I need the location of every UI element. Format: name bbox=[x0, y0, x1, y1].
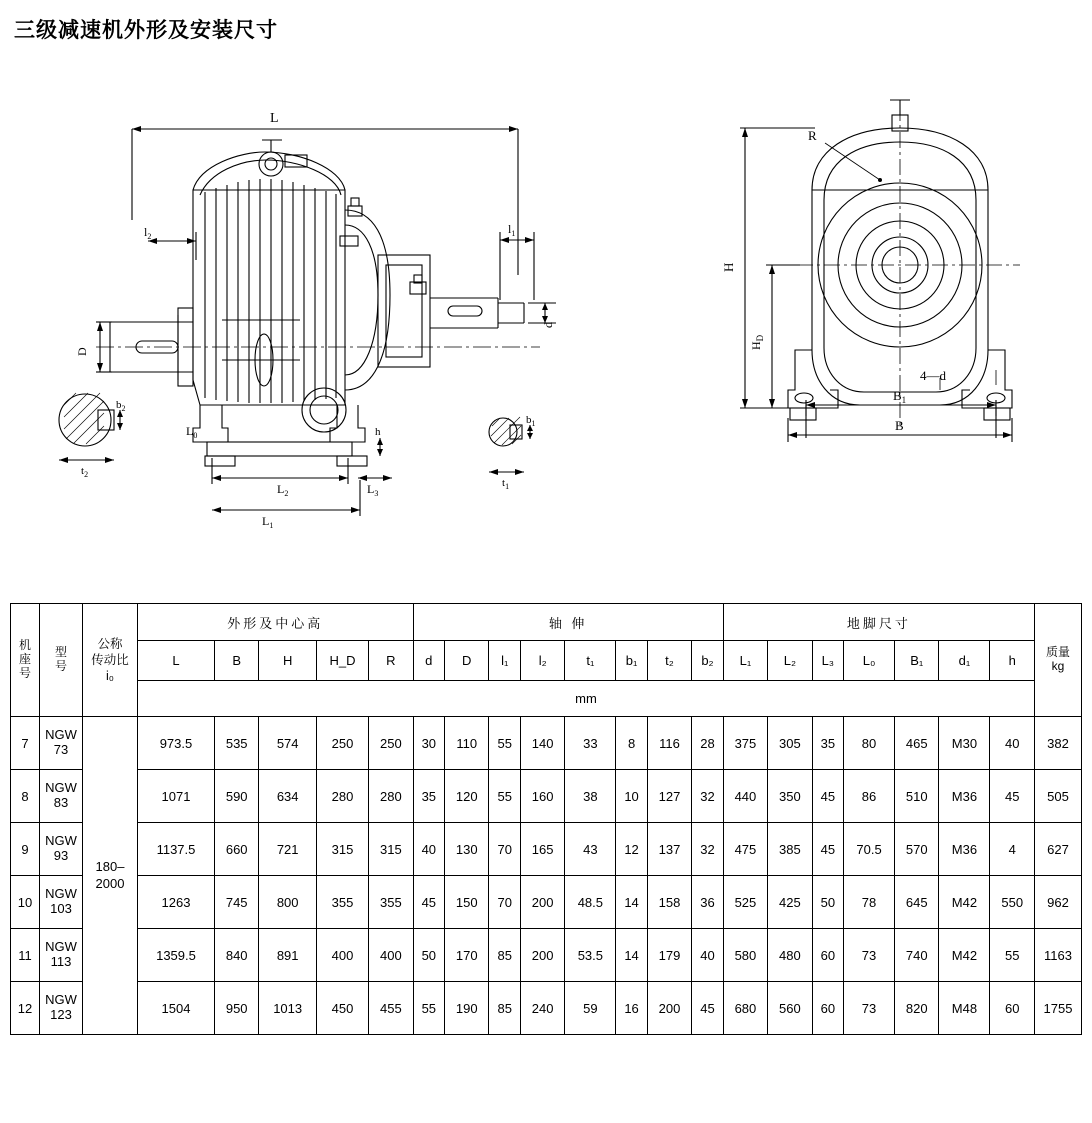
cell-l2: 240 bbox=[520, 982, 564, 1035]
svg-text:H: H bbox=[721, 262, 736, 272]
svg-text:B1: $B_1$ bbox=[893, 388, 907, 405]
cell-L0: 80 bbox=[844, 717, 895, 770]
cell-L0: 78 bbox=[844, 876, 895, 929]
cell-t1: 33 bbox=[565, 717, 616, 770]
cell-h: 55 bbox=[990, 929, 1035, 982]
cell-L2: 350 bbox=[768, 770, 812, 823]
sym-H: H bbox=[259, 641, 316, 681]
cell-d1: M36 bbox=[939, 770, 990, 823]
cell-HD: 315 bbox=[316, 823, 368, 876]
cell-d1: M42 bbox=[939, 929, 990, 982]
table-unit-row bbox=[11, 681, 1082, 717]
cell-seat: 9 bbox=[11, 823, 40, 876]
cell-b2: 32 bbox=[692, 823, 723, 876]
page-title: 三级减速机外形及安装尺寸 bbox=[14, 19, 278, 42]
svg-text:l1: $l_1$ bbox=[508, 222, 516, 238]
cell-D: 170 bbox=[445, 929, 489, 982]
cell-D: 150 bbox=[445, 876, 489, 929]
cell-l2: 160 bbox=[520, 770, 564, 823]
table-row bbox=[11, 876, 1082, 929]
cell-B1: 510 bbox=[895, 770, 939, 823]
cell-l2: 200 bbox=[520, 929, 564, 982]
spec-table bbox=[10, 603, 1082, 1035]
cell-t1: 53.5 bbox=[565, 929, 616, 982]
sym-t1: t₁ bbox=[565, 641, 616, 681]
cell-L: 1137.5 bbox=[138, 823, 215, 876]
header-ratio: 公称 传动比 i₀ bbox=[83, 604, 138, 717]
cell-L1: 680 bbox=[723, 982, 767, 1035]
cell-ratio: 180–2000 bbox=[83, 717, 138, 1035]
svg-text:L1: $L_1$ bbox=[262, 514, 274, 530]
cell-L0: 73 bbox=[844, 929, 895, 982]
sym-L0: L₀ bbox=[844, 641, 895, 681]
cell-mass: 627 bbox=[1035, 823, 1082, 876]
svg-text:L3: $L_3$ bbox=[367, 482, 379, 498]
table-row bbox=[11, 717, 1082, 770]
cell-H: 800 bbox=[259, 876, 316, 929]
cell-b1: 16 bbox=[616, 982, 647, 1035]
cell-seat: 8 bbox=[11, 770, 40, 823]
sym-L3: L₃ bbox=[812, 641, 843, 681]
cell-mass: 505 bbox=[1035, 770, 1082, 823]
svg-text:l2: $l_2$ bbox=[144, 225, 152, 241]
sym-L: L bbox=[138, 641, 215, 681]
cell-B: 840 bbox=[214, 929, 258, 982]
cell-HD: 355 bbox=[316, 876, 368, 929]
cell-seat: 12 bbox=[11, 982, 40, 1035]
cell-HD: 450 bbox=[316, 982, 368, 1035]
cell-l1: 70 bbox=[489, 823, 520, 876]
cell-B1: 645 bbox=[895, 876, 939, 929]
cell-D: 190 bbox=[445, 982, 489, 1035]
cell-t1: 43 bbox=[565, 823, 616, 876]
table-row bbox=[11, 770, 1082, 823]
cell-B: 535 bbox=[214, 717, 258, 770]
cell-L3: 45 bbox=[812, 770, 843, 823]
svg-text:B: B bbox=[895, 418, 904, 433]
cell-d: 40 bbox=[413, 823, 444, 876]
cell-b2: 40 bbox=[692, 929, 723, 982]
cell-h: 45 bbox=[990, 770, 1035, 823]
svg-text:L: L bbox=[270, 111, 279, 126]
svg-text:L0: $L_0$ bbox=[186, 424, 198, 440]
cell-L3: 60 bbox=[812, 929, 843, 982]
cell-l2: 165 bbox=[520, 823, 564, 876]
cell-R: 250 bbox=[369, 717, 413, 770]
cell-R: 355 bbox=[369, 876, 413, 929]
cell-d: 45 bbox=[413, 876, 444, 929]
cell-t2: 127 bbox=[647, 770, 691, 823]
cell-d1: M48 bbox=[939, 982, 990, 1035]
header-group-foot: 地脚尺寸 bbox=[723, 604, 1034, 641]
cell-L: 1071 bbox=[138, 770, 215, 823]
sym-B1: B₁ bbox=[895, 641, 939, 681]
spec-table-container bbox=[10, 603, 1082, 1035]
cell-d1: M42 bbox=[939, 876, 990, 929]
cell-d1: M30 bbox=[939, 717, 990, 770]
header-seat-no: 机 座 号 bbox=[11, 604, 40, 717]
table-row bbox=[11, 929, 1082, 982]
cell-mass: 1163 bbox=[1035, 929, 1082, 982]
cell-t1: 59 bbox=[565, 982, 616, 1035]
cell-l2: 200 bbox=[520, 876, 564, 929]
cell-mass: 382 bbox=[1035, 717, 1082, 770]
cell-b1: 10 bbox=[616, 770, 647, 823]
cell-R: 280 bbox=[369, 770, 413, 823]
cell-B: 660 bbox=[214, 823, 258, 876]
cell-L2: 480 bbox=[768, 929, 812, 982]
cell-L3: 50 bbox=[812, 876, 843, 929]
cell-B: 590 bbox=[214, 770, 258, 823]
cell-b1: 14 bbox=[616, 876, 647, 929]
cell-model: NGW 83 bbox=[40, 770, 83, 823]
cell-h: 4 bbox=[990, 823, 1035, 876]
cell-b1: 8 bbox=[616, 717, 647, 770]
cell-b2: 28 bbox=[692, 717, 723, 770]
cell-l1: 55 bbox=[489, 770, 520, 823]
cell-h: 60 bbox=[990, 982, 1035, 1035]
cell-h: 550 bbox=[990, 876, 1035, 929]
cell-H: 574 bbox=[259, 717, 316, 770]
sym-t2: t₂ bbox=[647, 641, 691, 681]
cell-R: 315 bbox=[369, 823, 413, 876]
cell-d1: M36 bbox=[939, 823, 990, 876]
svg-text:t2: $t_2$ bbox=[81, 465, 89, 479]
cell-L: 1359.5 bbox=[138, 929, 215, 982]
cell-L3: 35 bbox=[812, 717, 843, 770]
cell-b2: 45 bbox=[692, 982, 723, 1035]
cell-D: 130 bbox=[445, 823, 489, 876]
cell-b1: 14 bbox=[616, 929, 647, 982]
sym-B: B bbox=[214, 641, 258, 681]
svg-text:HD: $H_D$ bbox=[749, 334, 765, 350]
unit-cell: mm bbox=[138, 681, 1035, 717]
sym-HD: H_D bbox=[316, 641, 368, 681]
cell-L1: 525 bbox=[723, 876, 767, 929]
cell-L: 973.5 bbox=[138, 717, 215, 770]
sym-b1: b₁ bbox=[616, 641, 647, 681]
table-symbol-row bbox=[11, 641, 1082, 681]
cell-d: 55 bbox=[413, 982, 444, 1035]
cell-B1: 570 bbox=[895, 823, 939, 876]
svg-text:4—d: 4—d bbox=[920, 368, 946, 383]
cell-mass: 962 bbox=[1035, 876, 1082, 929]
cell-d: 35 bbox=[413, 770, 444, 823]
cell-L3: 60 bbox=[812, 982, 843, 1035]
svg-text:t1: $t_1$ bbox=[502, 477, 510, 491]
sym-L1: L₁ bbox=[723, 641, 767, 681]
cell-model: NGW 93 bbox=[40, 823, 83, 876]
cell-B1: 465 bbox=[895, 717, 939, 770]
cell-D: 120 bbox=[445, 770, 489, 823]
cell-HD: 280 bbox=[316, 770, 368, 823]
cell-mass: 1755 bbox=[1035, 982, 1082, 1035]
cell-H: 891 bbox=[259, 929, 316, 982]
cell-H: 634 bbox=[259, 770, 316, 823]
cell-D: 110 bbox=[445, 717, 489, 770]
cell-seat: 10 bbox=[11, 876, 40, 929]
cell-t1: 38 bbox=[565, 770, 616, 823]
cell-L1: 440 bbox=[723, 770, 767, 823]
table-row bbox=[11, 982, 1082, 1035]
cell-B1: 740 bbox=[895, 929, 939, 982]
sym-D: D bbox=[445, 641, 489, 681]
cell-t2: 116 bbox=[647, 717, 691, 770]
cell-l2: 140 bbox=[520, 717, 564, 770]
svg-text:b1: $b_1$ bbox=[526, 414, 536, 428]
cell-seat: 7 bbox=[11, 717, 40, 770]
header-model: 型 号 bbox=[40, 604, 83, 717]
sym-l2: l₂ bbox=[520, 641, 564, 681]
sym-h: h bbox=[990, 641, 1035, 681]
cell-b2: 32 bbox=[692, 770, 723, 823]
cell-L2: 560 bbox=[768, 982, 812, 1035]
cell-l1: 85 bbox=[489, 929, 520, 982]
svg-text:b2: $b_2$ bbox=[116, 399, 126, 413]
svg-text:D: D bbox=[75, 347, 89, 356]
assembly-drawing bbox=[0, 60, 1092, 540]
cell-model: NGW 113 bbox=[40, 929, 83, 982]
cell-b1: 12 bbox=[616, 823, 647, 876]
sym-b2: b₂ bbox=[692, 641, 723, 681]
sym-l1: l₁ bbox=[489, 641, 520, 681]
cell-L3: 45 bbox=[812, 823, 843, 876]
cell-H: 1013 bbox=[259, 982, 316, 1035]
cell-L: 1263 bbox=[138, 876, 215, 929]
svg-text:h: h bbox=[375, 426, 381, 438]
cell-model: NGW 103 bbox=[40, 876, 83, 929]
cell-H: 721 bbox=[259, 823, 316, 876]
cell-R: 400 bbox=[369, 929, 413, 982]
cell-B: 745 bbox=[214, 876, 258, 929]
header-group-outline: 外形及中心高 bbox=[138, 604, 414, 641]
cell-d: 30 bbox=[413, 717, 444, 770]
svg-text:R: R bbox=[808, 128, 817, 143]
cell-L: 1504 bbox=[138, 982, 215, 1035]
cell-t1: 48.5 bbox=[565, 876, 616, 929]
cell-b2: 36 bbox=[692, 876, 723, 929]
cell-model: NGW 123 bbox=[40, 982, 83, 1035]
cell-l1: 85 bbox=[489, 982, 520, 1035]
sym-d1: d₁ bbox=[939, 641, 990, 681]
svg-text:L2: $L_2$ bbox=[277, 482, 289, 498]
cell-t2: 137 bbox=[647, 823, 691, 876]
cell-t2: 158 bbox=[647, 876, 691, 929]
header-mass: 质量 kg bbox=[1035, 604, 1082, 717]
cell-L2: 385 bbox=[768, 823, 812, 876]
cell-L0: 86 bbox=[844, 770, 895, 823]
cell-L1: 580 bbox=[723, 929, 767, 982]
cell-t2: 179 bbox=[647, 929, 691, 982]
header-group-shaft: 轴 伸 bbox=[413, 604, 723, 641]
sym-L2: L₂ bbox=[768, 641, 812, 681]
table-header-group-row bbox=[11, 604, 1082, 641]
cell-L1: 375 bbox=[723, 717, 767, 770]
sym-d: d bbox=[413, 641, 444, 681]
cell-L2: 305 bbox=[768, 717, 812, 770]
cell-L0: 70.5 bbox=[844, 823, 895, 876]
sym-R: R bbox=[369, 641, 413, 681]
cell-B1: 820 bbox=[895, 982, 939, 1035]
cell-model: NGW 73 bbox=[40, 717, 83, 770]
cell-l1: 70 bbox=[489, 876, 520, 929]
svg-text:d: d bbox=[541, 322, 555, 328]
cell-h: 40 bbox=[990, 717, 1035, 770]
cell-L2: 425 bbox=[768, 876, 812, 929]
cell-t2: 200 bbox=[647, 982, 691, 1035]
cell-L0: 73 bbox=[844, 982, 895, 1035]
cell-l1: 55 bbox=[489, 717, 520, 770]
cell-R: 455 bbox=[369, 982, 413, 1035]
cell-B: 950 bbox=[214, 982, 258, 1035]
cell-seat: 11 bbox=[11, 929, 40, 982]
cell-L1: 475 bbox=[723, 823, 767, 876]
cell-HD: 250 bbox=[316, 717, 368, 770]
cell-HD: 400 bbox=[316, 929, 368, 982]
cell-d: 50 bbox=[413, 929, 444, 982]
table-row bbox=[11, 823, 1082, 876]
